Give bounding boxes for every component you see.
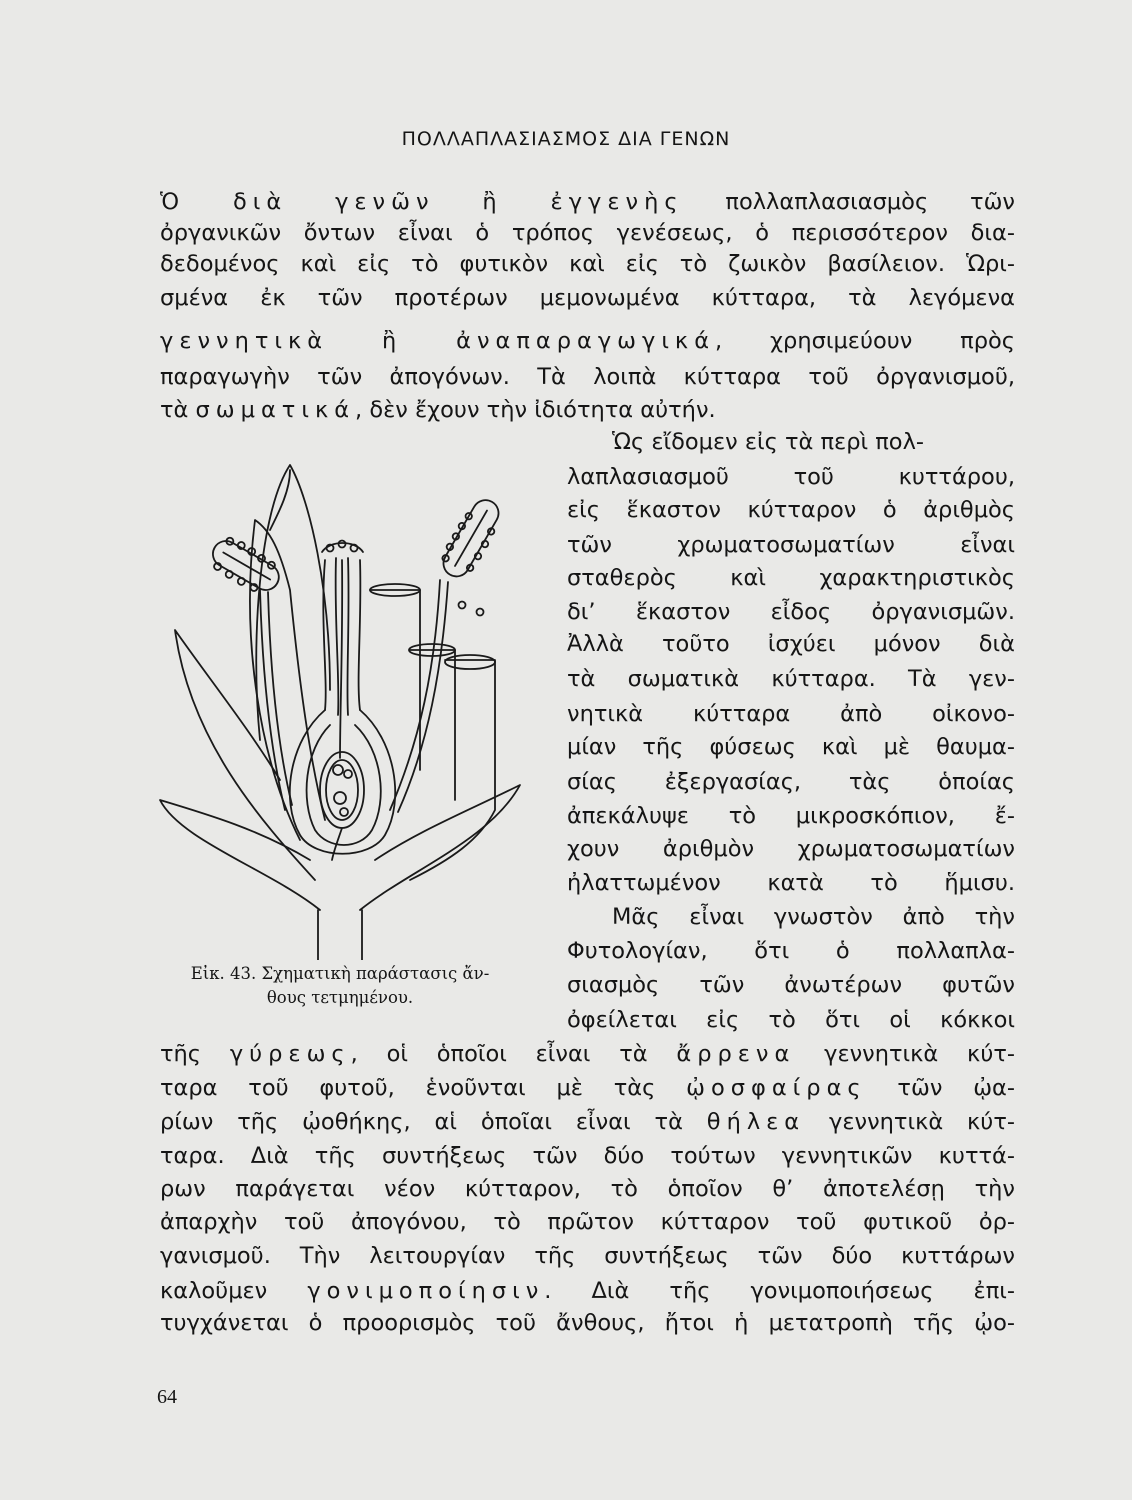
para2-line-12: ἀπεκάλυψε τὸ μικροσκόπιον, ἔ- — [567, 803, 1015, 829]
right-tube-petal-1 — [370, 590, 420, 770]
para2-line-2: λαπλασιασμοῦ τοῦ κυττάρου, — [567, 464, 1015, 490]
para1-line-3: δεδομένος καὶ εἰς τὸ φυτικὸν καὶ εἰς τὸ ζωικὸν βασίλειον. Ὡρι- — [160, 251, 1015, 277]
left-stamen-filament — [260, 590, 285, 810]
para2-line-5: σταθερὸς καὶ χαρακτηριστικὸς — [567, 565, 1015, 591]
para2-line-14: ἠλαττωμένον κατὰ τὸ ἥμισυ. — [567, 870, 1015, 896]
right-tube-top-3 — [445, 655, 495, 669]
left-sepal — [160, 800, 320, 910]
pollen-tube — [340, 560, 342, 758]
synergid — [344, 770, 352, 778]
para3-line-1: Μᾶς εἶναι γνωστὸν ἀπὸ τὴν — [612, 904, 1015, 930]
pollen-grain — [459, 602, 466, 609]
right-anther — [435, 493, 508, 583]
flower-stem — [318, 910, 362, 960]
ovary-outer — [290, 710, 395, 854]
para3-line-2: Φυτολογίαν, ὅτι ὁ πολλαπλα- — [567, 938, 1015, 964]
pistil-style-inner-2 — [347, 558, 348, 715]
para2-line-8: τὰ σωματικὰ κύτταρα. Τὰ γεν- — [567, 666, 1015, 692]
para1-line-1: Ὁ διὰ γενῶν ἢ ἐγγενὴς πολλαπλασιασμὸς τῶν — [160, 189, 1015, 215]
pistil-style-outer-2 — [359, 560, 361, 710]
pistil-style-inner — [336, 558, 339, 715]
pollen-grain — [477, 609, 484, 616]
para3-line-4: ὀφείλεται εἰς τὸ ὅτι οἱ κόκκοι — [567, 1007, 1015, 1033]
figure-caption-line-2: θους τετμημένου. — [266, 988, 414, 1007]
para2-line-6: δι’ ἕκαστον εἶδος ὀργανισμῶν. — [567, 599, 1015, 625]
page-title: ΠΟΛΛΑΠΛΑΣΙΑΣΜΟΣ ΔΙΑ ΓΕΝΩΝ — [401, 128, 731, 150]
para2-line-7: Ἀλλὰ τοῦτο ἰσχύει μόνον διὰ — [567, 631, 1015, 657]
para1-line-4: σμένα ἐκ τῶν προτέρων μεμονωμένα κύτταρα, τὰ λεγόμενα — [160, 285, 1015, 311]
para2-line-11: σίας ἐξεργασίας, τὰς ὁποίας — [567, 769, 1015, 795]
para1-line-2: ὀργανικῶν ὄντων εἶναι ὁ τρόπος γενέσεως, ὁ περισσότερον δια- — [160, 220, 1015, 246]
para2-line-1: Ὡς εἴδομεν εἰς τὰ περὶ πολ- — [612, 429, 925, 455]
para3-full-line-5: ρων παράγεται νέον κύτταρον, τὸ ὁποῖον θ’ ἀποτελέσῃ τὴν — [160, 1176, 1015, 1202]
para3-full-line-7: γανισμοῦ. Τὴν λειτουργίαν τῆς συντήξεως τῶν δύο κυττάρων — [160, 1243, 1015, 1269]
para3-full-line-4: ταρα. Διὰ τῆς συντήξεως τῶν δύο τούτων γεννητικῶν κυττά- — [160, 1143, 1015, 1169]
polar-nucleus — [334, 792, 346, 804]
para3-full-line-2: ταρα τοῦ φυτοῦ, ἑνοῦνται μὲ τὰς ᾠοσφαίρας τῶν ᾠα- — [160, 1075, 1015, 1101]
pistil-style-outer — [323, 560, 325, 710]
para2-line-13: χουν ἀριθμὸν χρωματοσωματίων — [567, 836, 1015, 862]
para3-full-line-8: καλοῦμεν γονιμοποίησιν. Διὰ τῆς γονιμοποιήσεως ἐπι- — [160, 1278, 1015, 1304]
right-sepal — [360, 785, 520, 910]
center-tall-petal-inner — [270, 470, 290, 530]
right-tube-petal-2 — [410, 650, 455, 800]
para3-line-3: σιασμὸς τῶν ἀνωτέρων φυτῶν — [567, 972, 1015, 998]
egg-cell — [333, 765, 343, 775]
para3-full-line-3: ρίων τῆς ᾠοθήκης, αἱ ὁποῖαι εἶναι τὰ θήλεα γεννητικὰ κύτ- — [160, 1109, 1015, 1135]
para2-line-10: μίαν τῆς φύσεως καὶ μὲ θαυμα- — [567, 734, 1015, 760]
para1-line-7: τὰ σωματικά, δὲν ἔχουν τὴν ἰδιότητα αὐτήν. — [160, 397, 716, 423]
para1-line-6: παραγωγὴν τῶν ἀπογόνων. Τὰ λοιπὰ κύτταρα τοῦ ὀργανισμοῦ, — [160, 364, 1015, 390]
right-stamen-filament-2 — [398, 582, 448, 812]
antipodal-cell — [340, 808, 348, 816]
right-stamen-filament — [390, 580, 440, 810]
right-tube-petal-3 — [410, 660, 495, 880]
para3-full-line-6: ἀπαρχὴν τοῦ ἀπογόνου, τὸ πρῶτον κύτταρον τοῦ φυτικοῦ ὀρ- — [160, 1209, 1015, 1235]
flower-section-illustration — [150, 440, 525, 960]
para3-full-line-9: τυγχάνεται ὁ προορισμὸς τοῦ ἄνθους, ἤτοι ἡ μετατροπὴ τῆς ᾠο- — [160, 1310, 1015, 1336]
left-stamen-filament-2 — [268, 592, 292, 805]
para2-line-9: νητικὰ κύτταρα ἀπὸ οἰκονο- — [567, 701, 1015, 727]
figure-caption-line-1: Εἰκ. 43. Σχηματικὴ παράστασις ἄν- — [190, 964, 490, 983]
para3-full-line-1: τῆς γύρεως, οἱ ὁποῖοι εἶναι τὰ ἄρρενα γεννητικὰ κύτ- — [160, 1041, 1015, 1067]
left-outer-petal — [175, 630, 315, 880]
para1-line-5: γεννητικὰ ἢ ἀναπαραγωγικά, χρησιμεύουν πρὸς — [160, 328, 1015, 354]
para2-line-3: εἰς ἕκαστον κύτταρον ὁ ἀριθμὸς — [567, 497, 1015, 523]
page-number: 64 — [157, 1386, 177, 1408]
para2-line-4: τῶν χρωματοσωματίων εἶναι — [567, 532, 1015, 558]
